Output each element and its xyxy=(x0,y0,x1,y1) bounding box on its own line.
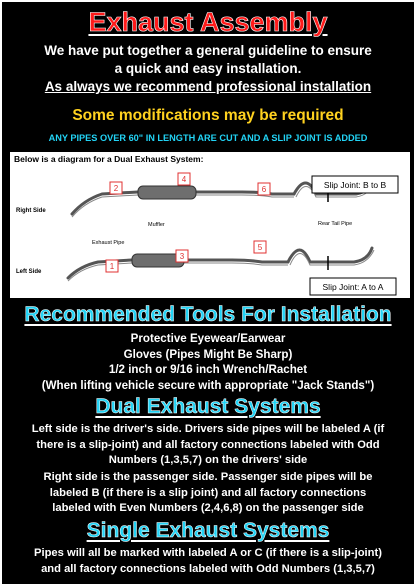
right-muffler-icon xyxy=(138,186,196,199)
single-line: Pipes will all be marked with labeled A or C (if there is a slip-joint) xyxy=(34,547,382,559)
rear-tail-pipe-label: Rear Tail Pipe xyxy=(318,221,353,227)
slip-joint-a-text: Slip Joint: A to A xyxy=(322,282,384,292)
tool-item: 1/2 inch or 9/16 inch Wrench/Rachet xyxy=(108,363,308,376)
label-6: 6 xyxy=(261,185,267,194)
dual-right-line: labeled with Even Numbers (2,4,6,8) on the passenger side xyxy=(52,502,364,514)
intro-line-1: We have put together a general guideline to ensure xyxy=(44,43,372,58)
intro-text xyxy=(8,42,408,96)
dual-right-line: Right side is the passenger side. Passenger side pipes will be xyxy=(43,471,373,483)
dual-exhaust-heading: Dual Exhaust Systems xyxy=(95,395,321,418)
modifications-notice: Some modifications may be required xyxy=(72,107,344,124)
single-line: and all factory connections labeled with Odd Numbers (1,3,5,7) xyxy=(41,562,375,575)
left-side-label: Left Side xyxy=(16,269,42,275)
tool-item: Protective Eyewear/Earwear xyxy=(130,332,286,345)
dual-right-line: labeled B (if there is a slip joint) and all factory connections xyxy=(49,486,367,499)
dual-left-side-text xyxy=(10,422,406,469)
tools-heading: Recommended Tools For Installation xyxy=(24,303,392,326)
tool-item: Gloves (Pipes Might Be Sharp) xyxy=(123,347,293,361)
label-2: 2 xyxy=(113,184,119,193)
intro-line-3: As always we recommend professional installation xyxy=(44,79,372,94)
right-side-label: Right Side xyxy=(16,208,46,214)
diagram-heading: Below is a diagram for a Dual Exhaust System: xyxy=(14,154,204,164)
label-4: 4 xyxy=(181,175,187,184)
tool-item: (When lifting vehicle secure with appropriate "Jack Stands") xyxy=(41,378,375,392)
page-title: Exhaust Assembly xyxy=(88,7,328,37)
dual-right-side-text xyxy=(10,470,406,517)
dual-left-line: Left side is the driver's side. Drivers side pipes will be labeled A (if xyxy=(31,423,385,435)
left-tail-pipe xyxy=(288,248,372,262)
single-exhaust-text xyxy=(10,546,406,577)
label-5: 5 xyxy=(257,243,263,252)
right-mid-pipe xyxy=(196,192,294,194)
pipe-length-note: ANY PIPES OVER 60" IN LENGTH ARE CUT AND A SLIP JOINT IS ADDED xyxy=(48,133,368,143)
left-exhaust-pipe xyxy=(68,260,132,278)
label-1: 1 xyxy=(109,262,115,271)
dual-left-line: there is a slip-joint) and all factory connections labeled with Odd xyxy=(36,438,380,451)
left-mid-pipe xyxy=(184,260,288,262)
exhaust-pipe-label: Exhaust Pipe xyxy=(92,240,125,246)
single-exhaust-heading: Single Exhaust Systems xyxy=(86,519,330,542)
intro-line-2: a quick and easy installation. xyxy=(114,61,302,76)
dual-exhaust-diagram xyxy=(10,152,410,298)
tools-list xyxy=(2,331,414,393)
slip-joint-b-text: Slip Joint: B to B xyxy=(323,180,387,190)
diagram-canvas xyxy=(10,152,410,298)
dual-left-line: Numbers (1,3,5,7) on the drivers' side xyxy=(108,454,308,466)
label-3: 3 xyxy=(179,252,185,261)
muffler-label: Muffler xyxy=(148,222,165,228)
